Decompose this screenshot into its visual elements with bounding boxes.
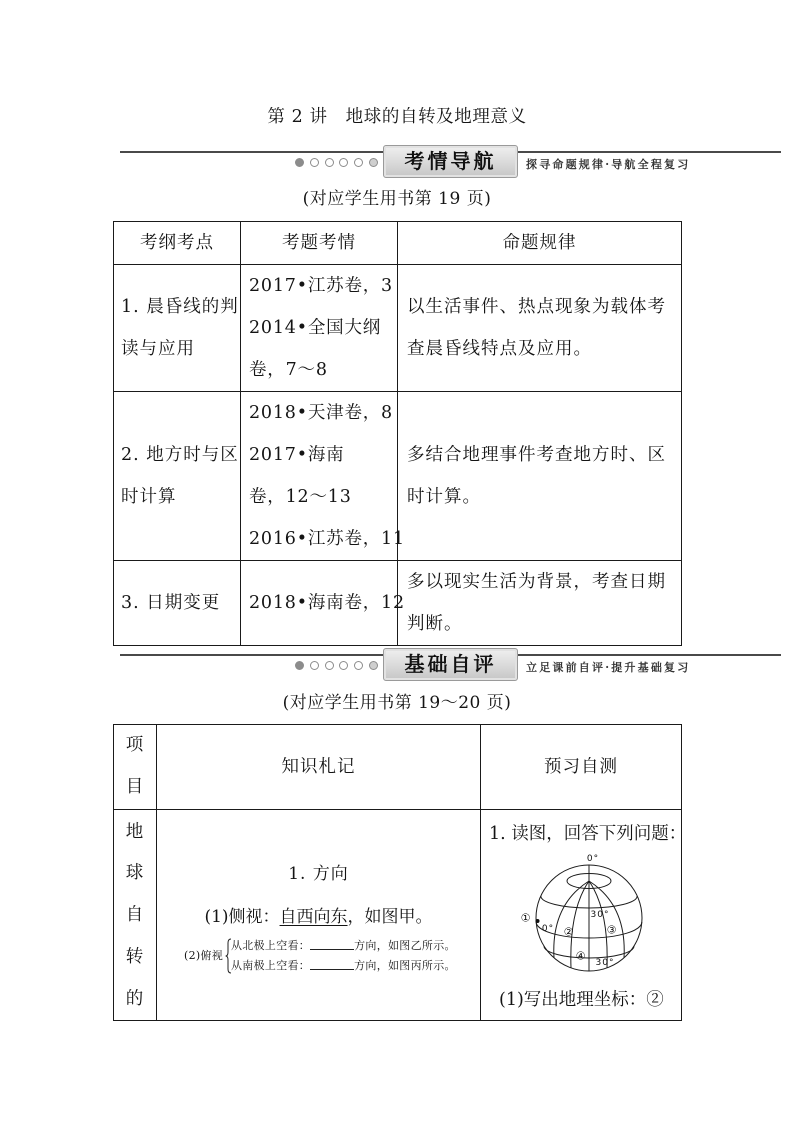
cell-line: 读与应用 <box>121 339 195 359</box>
north-prefix: 从北极上空看： <box>231 938 311 952</box>
self-test-cell <box>481 809 687 1021</box>
north-view-line <box>231 936 456 956</box>
item-char: 自 <box>125 905 145 925</box>
lesson-title: 第 2 讲 地球的自转及地理意义 <box>267 107 527 127</box>
cell-line: 2017•江苏卷，3 <box>249 276 393 296</box>
cell-line: 多结合地理事件考查地方时、区 <box>407 445 666 465</box>
top-view-label: (2)俯视 <box>184 948 224 962</box>
banner-exam-guide <box>0 142 794 182</box>
answer-blank <box>310 960 354 970</box>
cell-line: 以生活事件、热点现象为载体考 <box>407 297 666 317</box>
side-view-suffix: ，如图甲。 <box>347 906 433 927</box>
basic-review-table <box>113 724 687 1021</box>
question-text: 1. 读图，回答下列问题： <box>489 823 687 844</box>
cell-line: 2. 地方时与区 <box>121 445 239 465</box>
cell-line: 3. 日期变更 <box>121 593 221 613</box>
dot <box>295 158 304 167</box>
header-label: 知识札记 <box>281 756 356 777</box>
dot <box>325 661 334 670</box>
cell-line: 2018•天津卷，8 <box>249 403 393 423</box>
dot <box>310 158 319 167</box>
side-view-answer: 自西向东 <box>279 906 348 927</box>
item-char: 转 <box>125 946 145 967</box>
banner-basic-review <box>0 645 794 685</box>
point-marker <box>536 919 540 923</box>
pattern-cell <box>398 392 682 561</box>
banner-heading: 考情导航 <box>383 145 518 178</box>
cell-line: 卷，12～13 <box>249 487 352 507</box>
table-header-row <box>114 222 682 265</box>
header-cell <box>241 222 398 265</box>
globe-label: 0° <box>586 853 600 864</box>
cell-line: 2016•江苏卷，11 <box>249 529 405 549</box>
header-char: 项 <box>125 735 145 755</box>
notes-heading: 1. 方向 <box>288 863 349 884</box>
sub-question-text: (1)写出地理坐标：② <box>499 989 664 1010</box>
cell-line: 2018•海南卷，12 <box>249 593 405 613</box>
top-view-options <box>231 936 456 976</box>
north-suffix: 方向，如图乙所示。 <box>354 938 456 952</box>
globe-label: ① <box>521 911 532 924</box>
header-cell <box>114 222 241 265</box>
dot <box>325 158 334 167</box>
exams-cell <box>241 392 405 561</box>
globe-label: 0° <box>541 923 555 934</box>
banner-tagline: 探寻命题规律·导航全程复习 <box>526 158 691 171</box>
globe-label: 30° <box>590 909 610 920</box>
header-label: 预习自测 <box>544 756 618 777</box>
south-suffix: 方向，如图丙所示。 <box>354 958 456 972</box>
decorative-dots <box>295 661 378 670</box>
table-header-row <box>114 725 682 810</box>
point-cell <box>114 392 241 561</box>
table-row <box>114 265 682 392</box>
dot <box>369 158 378 167</box>
cell-line: 查晨昏线特点及应用。 <box>407 339 592 359</box>
table-row <box>114 561 682 646</box>
header-label: 命题规律 <box>502 233 577 253</box>
dot <box>339 158 348 167</box>
side-view-line <box>157 906 480 928</box>
banner-heading: 基础自评 <box>383 648 518 681</box>
cell-line: 多以现实生活为背景，考查日期 <box>407 572 666 592</box>
cell-line: 时计算。 <box>407 487 481 507</box>
header-char: 目 <box>125 776 145 797</box>
dot <box>310 661 319 670</box>
point-cell <box>114 265 241 392</box>
header-cell <box>114 725 157 810</box>
dot <box>369 661 378 670</box>
dot <box>354 158 363 167</box>
header-cell <box>157 725 481 810</box>
pattern-cell <box>398 561 682 646</box>
answer-blank <box>310 940 354 950</box>
globe-label: ④ <box>575 949 587 962</box>
dot <box>295 661 304 670</box>
exams-cell <box>241 265 398 392</box>
header-label: 考题考情 <box>282 233 356 253</box>
globe-label: 30° <box>595 957 615 968</box>
page-reference: (对应学生用书第 19 页) <box>302 189 492 209</box>
pattern-cell <box>398 265 682 392</box>
south-prefix: 从南极上空看： <box>231 958 311 972</box>
self-test-content <box>481 810 687 1017</box>
header-cell <box>398 222 682 265</box>
side-view-prefix: (1)侧视： <box>204 906 280 927</box>
decorative-dots <box>295 158 378 167</box>
item-char: 的 <box>125 988 145 1009</box>
dot <box>339 661 348 670</box>
item-char: 球 <box>125 863 145 884</box>
cell-line: 时计算 <box>121 487 177 507</box>
globe-label: ② <box>563 925 575 938</box>
cell-line: 2014•全国大纲 <box>249 318 382 338</box>
cell-line: 卷，7～8 <box>249 360 328 380</box>
item-cell <box>114 809 157 1021</box>
table-row <box>114 392 682 561</box>
notes-content <box>157 810 480 1017</box>
notes-cell <box>157 809 481 1021</box>
cell-line: 判断。 <box>407 614 463 634</box>
item-char: 地 <box>125 821 145 842</box>
header-label: 考纲考点 <box>140 233 214 253</box>
header-cell <box>481 725 682 810</box>
globe-diagram <box>521 850 651 982</box>
exam-analysis-table <box>113 221 682 646</box>
cell-line: 1. 晨昏线的判 <box>121 297 239 317</box>
page-reference: (对应学生用书第 19～20 页) <box>282 693 512 713</box>
exams-cell <box>241 561 405 646</box>
south-view-line <box>231 956 456 976</box>
point-cell <box>114 561 241 646</box>
banner-tagline: 立足课前自评·提升基础复习 <box>526 661 691 674</box>
cell-line: 2017•海南 <box>249 445 345 465</box>
globe-label: ③ <box>606 923 618 936</box>
dot <box>354 661 363 670</box>
table-row <box>114 809 682 1021</box>
